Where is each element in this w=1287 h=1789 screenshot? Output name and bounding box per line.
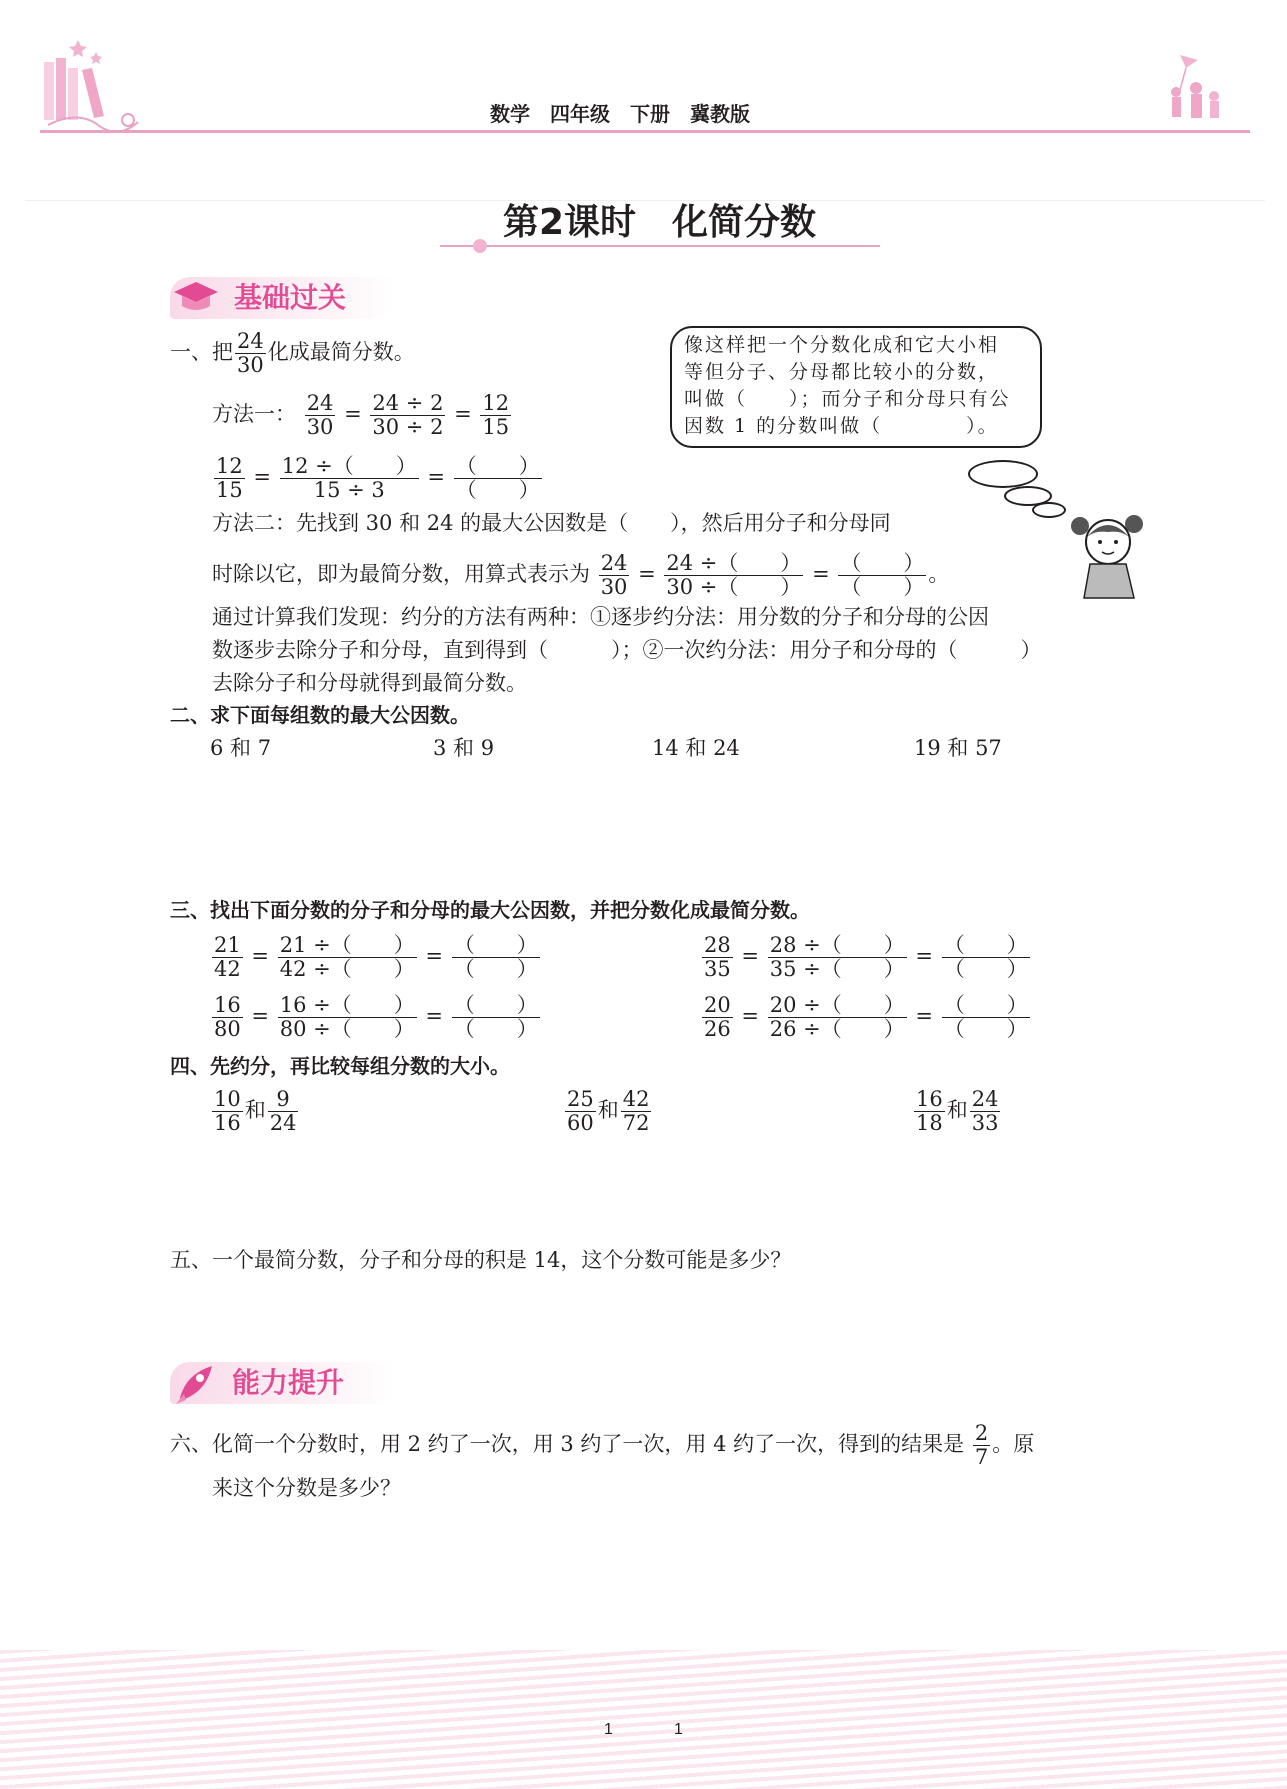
method1-label: 方法一： — [212, 402, 296, 426]
graduation-cap-icon — [172, 280, 220, 316]
page-number-left: 1 — [604, 1721, 613, 1738]
bubble-line4: 因数 1 的分数叫做（ ）。 — [684, 415, 999, 437]
q3-item-1: $\frac{21}{42}$ = $\frac{21 \div( )}{42 \div( )}$ = （ ） （ ） — [214, 933, 538, 981]
thought-bubble-3 — [1032, 502, 1066, 518]
q3-item-2: $\frac{28}{35}$ = $\frac{28 \div( )}{35 \div( )}$ = （ ） （ ） — [704, 933, 1028, 981]
header-separator — [25, 200, 1265, 201]
q2-item-3: 14 和 24 — [652, 736, 740, 760]
footer-stripes — [0, 1650, 1287, 1789]
q1-method1-step2: $\frac{12}{15}$ = $\frac{12 \div( )}{15 \div 3}$ = （ ） （ ） — [216, 454, 540, 502]
q4-pair-2: $\frac{25}{60}$ 和 $\frac{42}{72}$ — [567, 1087, 650, 1135]
q6-fraction: $\frac{2}{7}$ — [974, 1421, 989, 1469]
q1-method2-line2: 时除以它，即为最简分数，用算式表示为 $\frac{24}{30}$ = $\frac{24 \div( )}{30 \div( )}$ = （ ） （ ） 。 — [212, 551, 950, 599]
page-number-right: 1 — [674, 1721, 683, 1738]
thought-bubble-1 — [968, 460, 1038, 488]
q4-title: 四、先约分，再比较每组分数的大小。 — [170, 1054, 510, 1078]
q2-item-2: 3 和 9 — [433, 736, 495, 760]
q1-suffix: 化成最简分数。 — [267, 340, 415, 364]
lesson-title: 第2课时 化简分数 — [503, 202, 817, 243]
bubble-line2: 等但分子、分母都比较小的分数， — [684, 361, 1000, 383]
q5-text: 五、一个最简分数，分子和分母的积是 14，这个分数可能是多少？ — [170, 1248, 792, 1272]
q6-line2: 来这个分数是多少？ — [212, 1476, 401, 1500]
section-advanced-title: 能力提升 — [232, 1366, 345, 1399]
q1-fraction: $\frac{24}{30}$ — [237, 329, 264, 377]
rocket-icon — [172, 1362, 218, 1406]
q1-method1: 方法一： $\frac{24}{30}$ = $\frac{24 \div 2}{30 \div 2}$ = $\frac{12}{15}$ — [212, 391, 510, 439]
q1-line — [170, 330, 415, 377]
q3-item-4: $\frac{20}{26}$ = $\frac{20 \div( )}{26 \div( )}$ = （ ） （ ） — [704, 993, 1028, 1041]
q4-pair-1: $\frac{10}{16}$ 和 $\frac{9}{24}$ — [214, 1087, 297, 1135]
q1-method2-line1: 方法二：先找到 30 和 24 的最大公因数是（ ），然后用分子和分母同 — [212, 511, 891, 535]
bubble-line3: 叫做（ ）；而分子和分母只有公 — [684, 388, 1011, 410]
q1-prefix: 一、把 — [170, 340, 233, 364]
section-basic-title: 基础过关 — [234, 281, 347, 314]
title-underline — [440, 245, 880, 247]
header-title: 数学 四年级 下册 冀教版 — [490, 102, 750, 126]
q1-summary-line1: 通过计算我们发现：约分的方法有两种：①逐步约分法：用分数的分子和分母的公因 — [212, 605, 989, 629]
q2-title: 二、求下面每组数的最大公因数。 — [170, 703, 470, 727]
girl-illustration — [1068, 508, 1148, 600]
q1-summary-line2: 数逐步去除分子和分母，直到得到（ ）；②一次约分法：用分子和分母的（ ） — [212, 638, 1042, 662]
q6-line1: 六、化简一个分数时，用 2 约了一次，用 3 约了一次，用 4 约了一次，得到的结果是 $\frac{2}{7}$ 。原 — [170, 1421, 1035, 1469]
q1-summary-line3: 去除分子和分母就得到最简分数。 — [212, 671, 527, 695]
q3-item-3: $\frac{16}{80}$ = $\frac{16 \div( )}{80 \div( )}$ = （ ） （ ） — [214, 993, 538, 1041]
q2-item-1: 6 和 7 — [210, 736, 272, 760]
q3-title: 三、找出下面分数的分子和分母的最大公因数，并把分数化成最简分数。 — [170, 898, 810, 922]
q2-item-4: 19 和 57 — [914, 736, 1002, 760]
q4-pair-3: $\frac{16}{18}$ 和 $\frac{24}{33}$ — [916, 1087, 999, 1135]
header-books-decoration — [38, 30, 148, 140]
title-underline-dot — [473, 239, 487, 253]
bubble-line1: 像这样把一个分数化成和它大小相 — [684, 334, 1000, 356]
header-kids-decoration — [1150, 50, 1230, 130]
